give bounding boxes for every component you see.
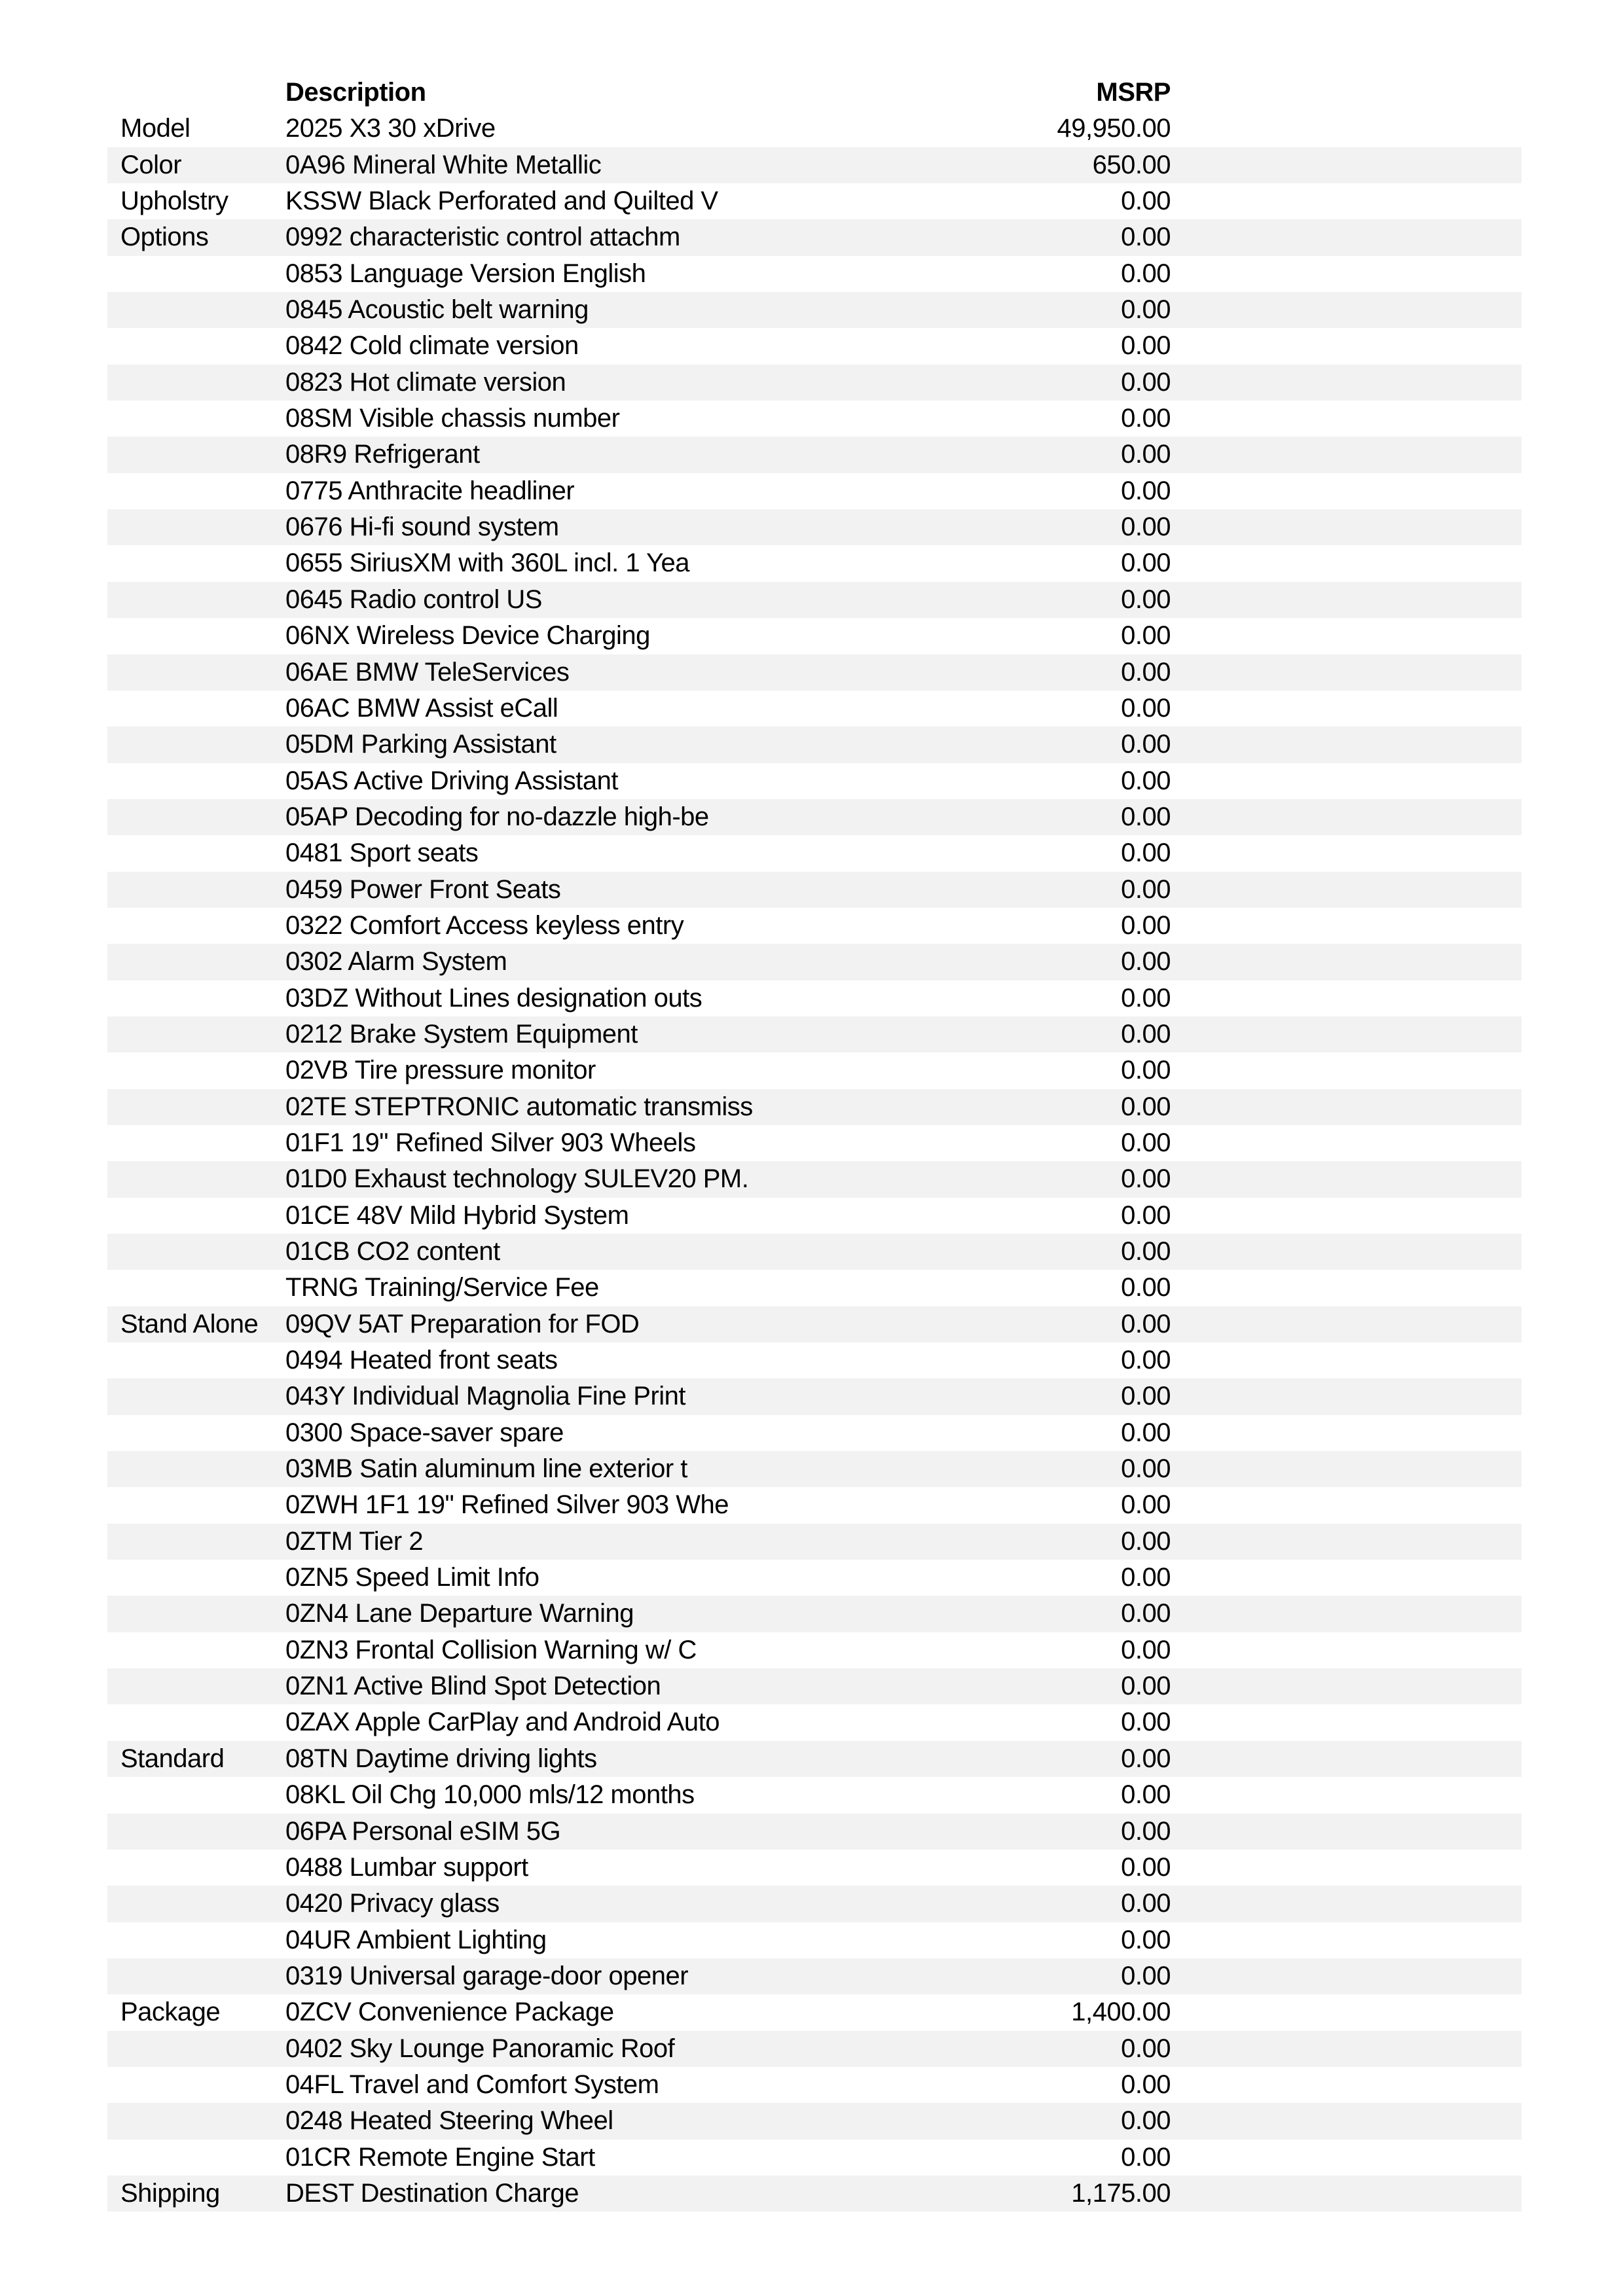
description-cell: 05AP Decoding for no-dazzle high-be (285, 802, 709, 831)
description-cell: 01CE 48V Mild Hybrid System (285, 1200, 629, 1230)
description-cell: 0676 Hi-fi sound system (285, 512, 559, 542)
description-cell: 0302 Alarm System (285, 947, 507, 977)
description-cell: 0402 Sky Lounge Panoramic Roof (285, 2034, 675, 2063)
msrp-cell: 0.00 (1121, 1418, 1171, 1447)
description-cell: 06AE BMW TeleServices (285, 657, 570, 687)
msrp-cell: 0.00 (1121, 2142, 1171, 2172)
table-row (107, 1234, 1522, 1270)
table-row (107, 1814, 1522, 1850)
description-cell: 0494 Heated front seats (285, 1346, 558, 1375)
table-row (107, 111, 1522, 147)
table-row (107, 908, 1522, 944)
description-cell: 0248 Heated Steering Wheel (285, 2106, 613, 2136)
description-cell: 08SM Visible chassis number (285, 404, 620, 433)
description-cell: 03MB Satin aluminum line exterior t (285, 1454, 687, 1484)
msrp-cell: 0.00 (1121, 947, 1171, 977)
table-row (107, 509, 1522, 545)
table-row (107, 2140, 1522, 2176)
table-row (107, 1125, 1522, 1161)
table-row (107, 401, 1522, 437)
msrp-cell: 0.00 (1121, 476, 1171, 505)
msrp-cell: 0.00 (1121, 1382, 1171, 1411)
description-cell: 0300 Space-saver spare (285, 1418, 564, 1447)
description-cell: 04FL Travel and Comfort System (285, 2070, 659, 2099)
table-row (107, 1886, 1522, 1922)
description-cell: 01CB CO2 content (285, 1237, 500, 1266)
table-row (107, 872, 1522, 908)
msrp-cell: 0.00 (1121, 367, 1171, 397)
msrp-cell: 0.00 (1121, 1635, 1171, 1664)
msrp-cell: 0.00 (1121, 1128, 1171, 1157)
msrp-cell: 1,175.00 (1071, 2178, 1171, 2208)
description-cell: 0ZTM Tier 2 (285, 1526, 424, 1556)
msrp-cell: 0.00 (1121, 1526, 1171, 1556)
description-cell: 043Y Individual Magnolia Fine Print (285, 1382, 686, 1411)
msrp-cell: 0.00 (1121, 657, 1171, 687)
category-cell: Package (120, 1998, 221, 2027)
table-row (107, 1198, 1522, 1234)
msrp-cell: 0.00 (1121, 1346, 1171, 1375)
table-row (107, 726, 1522, 762)
table-row (107, 1994, 1522, 2030)
table-row (107, 1016, 1522, 1052)
category-cell: Color (120, 150, 182, 179)
msrp-cell: 0.00 (1121, 1019, 1171, 1049)
table-row (107, 1270, 1522, 1306)
msrp-cell: 0.00 (1121, 1273, 1171, 1302)
description-cell: 0ZWH 1F1 19" Refined Silver 903 Whe (285, 1490, 729, 1520)
category-cell: Shipping (120, 2178, 220, 2208)
description-cell: 0845 Acoustic belt warning (285, 295, 589, 325)
msrp-table (107, 75, 1522, 2212)
table-row (107, 328, 1522, 364)
table-row (107, 1922, 1522, 1958)
description-cell: 0488 Lumbar support (285, 1852, 528, 1882)
msrp-column-header: MSRP (1096, 78, 1171, 107)
description-cell: 0775 Anthracite headliner (285, 476, 575, 505)
msrp-cell: 0.00 (1121, 548, 1171, 578)
table-row (107, 1415, 1522, 1451)
table-row (107, 292, 1522, 328)
table-row (107, 2067, 1522, 2103)
description-cell: 0319 Universal garage-door opener (285, 1961, 689, 1990)
description-cell: 2025 X3 30 xDrive (285, 114, 496, 143)
table-row (107, 1161, 1522, 1197)
msrp-cell: 0.00 (1121, 1599, 1171, 1628)
table-row (107, 1741, 1522, 1777)
table-header (107, 75, 1522, 111)
category-cell: Standard (120, 1744, 225, 1773)
table-row (107, 2103, 1522, 2139)
msrp-cell: 0.00 (1121, 1925, 1171, 1954)
table-row (107, 944, 1522, 980)
msrp-cell: 0.00 (1121, 838, 1171, 868)
table-row (107, 256, 1522, 292)
table-row (107, 835, 1522, 871)
msrp-cell: 0.00 (1121, 404, 1171, 433)
msrp-cell: 0.00 (1121, 331, 1171, 361)
table-row (107, 980, 1522, 1016)
category-cell: Model (120, 114, 191, 143)
msrp-cell: 0.00 (1121, 1780, 1171, 1810)
msrp-cell: 0.00 (1121, 621, 1171, 651)
table-row (107, 1378, 1522, 1414)
msrp-cell: 0.00 (1121, 1961, 1171, 1990)
table-row (107, 473, 1522, 509)
msrp-cell: 0.00 (1121, 295, 1171, 325)
msrp-cell: 0.00 (1121, 1200, 1171, 1230)
description-cell: 0823 Hot climate version (285, 367, 566, 397)
description-cell: 06AC BMW Assist eCall (285, 693, 558, 723)
msrp-cell: 650.00 (1092, 150, 1171, 179)
description-cell: 0ZN4 Lane Departure Warning (285, 1599, 634, 1628)
table-row (107, 1850, 1522, 1886)
table-row (107, 1632, 1522, 1668)
table-row (107, 1596, 1522, 1632)
table-row (107, 147, 1522, 183)
description-cell: KSSW Black Perforated and Quilted V (285, 187, 718, 216)
table-row (107, 1777, 1522, 1813)
category-cell: Stand Alone (120, 1309, 259, 1338)
description-cell: 03DZ Without Lines designation outs (285, 983, 702, 1013)
msrp-cell: 0.00 (1121, 1889, 1171, 1918)
category-cell: Upholstry (120, 187, 228, 216)
table-row (107, 1487, 1522, 1523)
msrp-cell: 0.00 (1121, 730, 1171, 759)
msrp-cell: 0.00 (1121, 1744, 1171, 1773)
description-cell: 0212 Brake System Equipment (285, 1019, 638, 1049)
description-cell: 01D0 Exhaust technology SULEV20 PM. (285, 1164, 749, 1194)
category-cell: Options (120, 223, 209, 252)
msrp-cell: 0.00 (1121, 1852, 1171, 1882)
table-row (107, 763, 1522, 799)
description-cell: 04UR Ambient Lighting (285, 1925, 547, 1954)
msrp-cell: 0.00 (1121, 766, 1171, 795)
msrp-cell: 0.00 (1121, 910, 1171, 940)
description-cell: 0655 SiriusXM with 360L incl. 1 Yea (285, 548, 689, 578)
table-row (107, 437, 1522, 473)
table-row (107, 1524, 1522, 1560)
description-cell: 0853 Language Version English (285, 259, 646, 288)
msrp-cell: 0.00 (1121, 187, 1171, 216)
table-row (107, 799, 1522, 835)
description-cell: 0992 characteristic control attachm (285, 223, 680, 252)
table-row (107, 1089, 1522, 1125)
msrp-cell: 0.00 (1121, 1237, 1171, 1266)
msrp-cell: 0.00 (1121, 2106, 1171, 2136)
table-row (107, 1704, 1522, 1740)
table-row (107, 1560, 1522, 1596)
description-cell: 02VB Tire pressure monitor (285, 1056, 596, 1085)
table-row (107, 1342, 1522, 1378)
description-cell: 0ZCV Convenience Package (285, 1998, 614, 2027)
msrp-cell: 0.00 (1121, 802, 1171, 831)
description-cell: 0322 Comfort Access keyless entry (285, 910, 684, 940)
msrp-cell: 0.00 (1121, 1164, 1171, 1194)
msrp-cell: 0.00 (1121, 1708, 1171, 1737)
table-row (107, 1668, 1522, 1704)
description-cell: 0459 Power Front Seats (285, 874, 561, 904)
msrp-cell: 0.00 (1121, 512, 1171, 542)
description-cell: 08KL Oil Chg 10,000 mls/12 months (285, 1780, 695, 1810)
msrp-cell: 0.00 (1121, 259, 1171, 288)
table-row (107, 618, 1522, 654)
msrp-cell: 1,400.00 (1071, 1998, 1171, 2027)
msrp-cell: 0.00 (1121, 223, 1171, 252)
table-row (107, 2031, 1522, 2067)
msrp-cell: 0.00 (1121, 2034, 1171, 2063)
description-cell: TRNG Training/Service Fee (285, 1273, 599, 1302)
description-cell: 0842 Cold climate version (285, 331, 579, 361)
msrp-cell: 0.00 (1121, 440, 1171, 469)
description-cell: 05DM Parking Assistant (285, 730, 556, 759)
description-cell: 0ZAX Apple CarPlay and Android Auto (285, 1708, 720, 1737)
msrp-cell: 0.00 (1121, 693, 1171, 723)
table-row (107, 691, 1522, 726)
table-row (107, 1306, 1522, 1342)
description-cell: 01CR Remote Engine Start (285, 2142, 595, 2172)
description-cell: 0ZN3 Frontal Collision Warning w/ C (285, 1635, 697, 1664)
description-cell: 01F1 19" Refined Silver 903 Wheels (285, 1128, 696, 1157)
description-cell: 0481 Sport seats (285, 838, 479, 868)
description-column-header: Description (285, 78, 426, 107)
table-row (107, 219, 1522, 255)
msrp-cell: 0.00 (1121, 1309, 1171, 1338)
msrp-cell: 0.00 (1121, 1454, 1171, 1484)
description-cell: 02TE STEPTRONIC automatic transmiss (285, 1092, 753, 1121)
table-row (107, 365, 1522, 401)
table-body (107, 111, 1522, 2212)
table-row (107, 655, 1522, 691)
msrp-cell: 0.00 (1121, 1092, 1171, 1121)
description-cell: 0645 Radio control US (285, 584, 542, 614)
msrp-cell: 0.00 (1121, 983, 1171, 1013)
msrp-cell: 0.00 (1121, 1563, 1171, 1592)
description-cell: 0ZN1 Active Blind Spot Detection (285, 1672, 661, 1701)
msrp-cell: 0.00 (1121, 1816, 1171, 1846)
table-row (107, 582, 1522, 618)
description-cell: 08R9 Refrigerant (285, 440, 480, 469)
description-cell: 0ZN5 Speed Limit Info (285, 1563, 539, 1592)
description-cell: 09QV 5AT Preparation for FOD (285, 1309, 640, 1338)
description-cell: DEST Destination Charge (285, 2178, 579, 2208)
msrp-cell: 0.00 (1121, 874, 1171, 904)
table-row (107, 545, 1522, 581)
msrp-cell: 0.00 (1121, 1490, 1171, 1520)
table-row (107, 1451, 1522, 1487)
description-cell: 0A96 Mineral White Metallic (285, 150, 602, 179)
description-cell: 08TN Daytime driving lights (285, 1744, 597, 1773)
msrp-cell: 49,950.00 (1057, 114, 1171, 143)
msrp-cell: 0.00 (1121, 1056, 1171, 1085)
description-cell: 05AS Active Driving Assistant (285, 766, 618, 795)
msrp-cell: 0.00 (1121, 1672, 1171, 1701)
table-row (107, 1958, 1522, 1994)
msrp-cell: 0.00 (1121, 2070, 1171, 2099)
table-row (107, 2176, 1522, 2212)
table-row (107, 1052, 1522, 1088)
description-cell: 06NX Wireless Device Charging (285, 621, 650, 651)
description-cell: 0420 Privacy glass (285, 1889, 500, 1918)
description-cell: 06PA Personal eSIM 5G (285, 1816, 561, 1846)
msrp-cell: 0.00 (1121, 584, 1171, 614)
table-row (107, 183, 1522, 219)
